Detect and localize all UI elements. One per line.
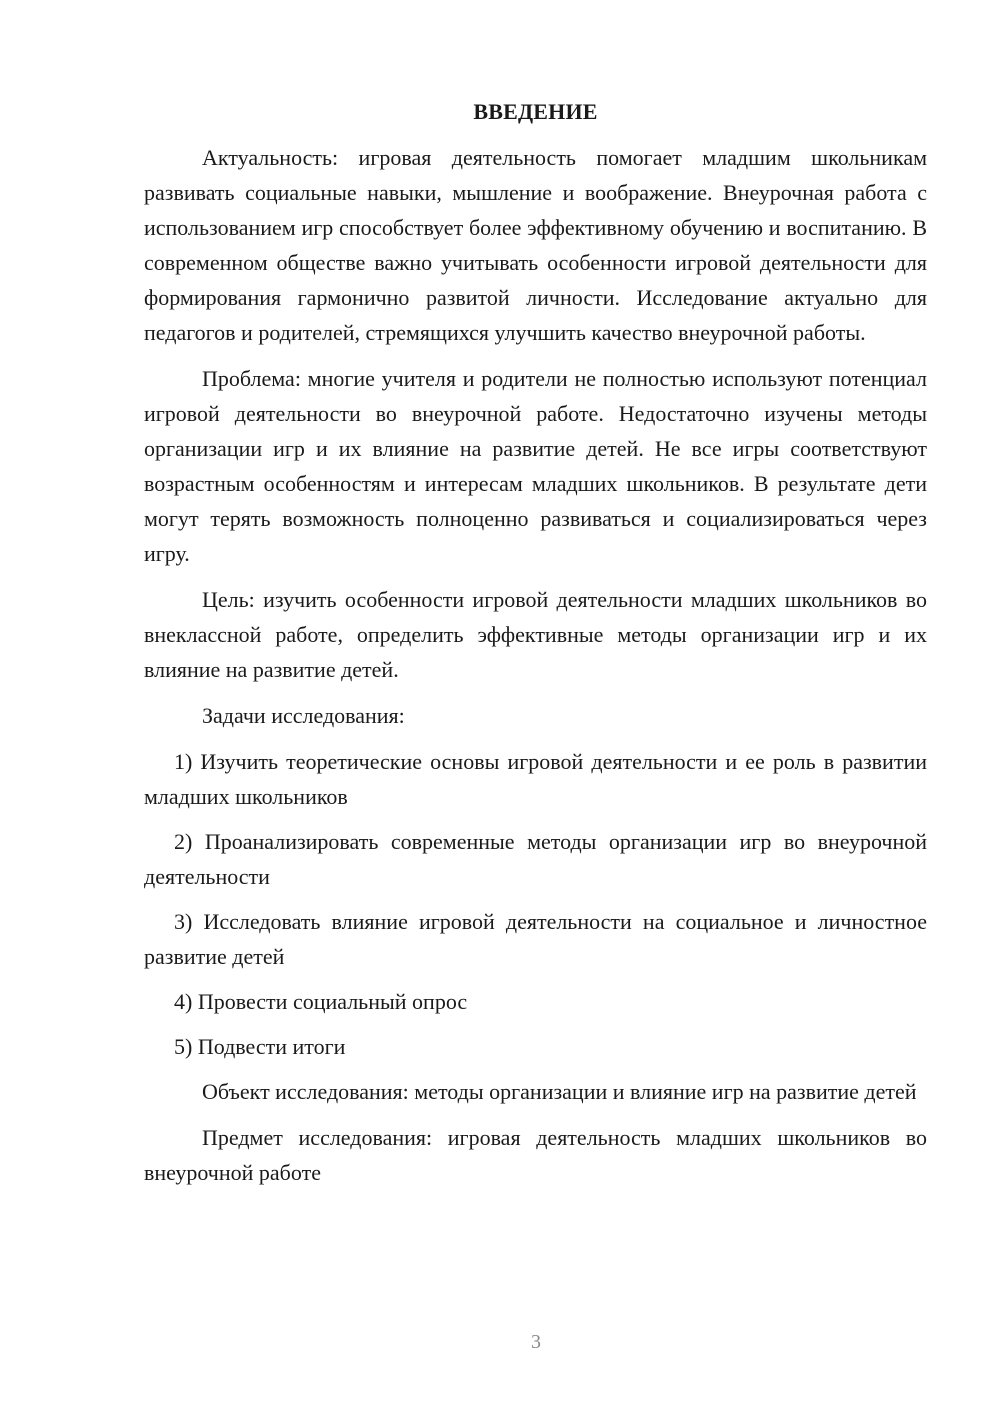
- task-item-4: 4) Провести социальный опрос: [174, 989, 468, 1014]
- page-number: 3: [531, 1331, 541, 1353]
- task-item-1: 1) Изучить теоретические основы игровой деятельности и ее роль в развитии младших школьников: [144, 749, 927, 809]
- task-item-5: 5) Подвести итоги: [174, 1034, 346, 1059]
- section-heading: ВВЕДЕНИЕ: [473, 99, 598, 124]
- paragraph-goal: Цель: изучить особенности игровой деятельности младших школьников во внеклассной работе, определить эффективные методы организации игр и их влияние на развитие детей.: [144, 587, 927, 682]
- page-content: [144, 94, 927, 1201]
- tasks-title: Задачи исследования:: [202, 703, 405, 728]
- task-item-3: 3) Исследовать влияние игровой деятельности на социальное и личностное развитие детей: [144, 909, 927, 969]
- paragraph-subject: Предмет исследования: игровая деятельность младших школьников во внеурочной работе: [144, 1125, 927, 1185]
- paragraph-relevance: Актуальность: игровая деятельность помогает младшим школьникам развивать социальные навыки, мышление и воображение. Внеурочная работа с использованием игр способствует более эффективному обучению и воспитанию. В современном обществе важно учитывать особенности игровой деятельности для формирования гармонично развитой личности. Исследование актуально для педагогов и родителей, стремящихся улучшить качество внеурочной работы.: [144, 145, 927, 345]
- task-item-2: 2) Проанализировать современные методы организации игр во внеурочной деятельности: [144, 829, 927, 889]
- paragraph-problem: Проблема: многие учителя и родители не полностью используют потенциал игровой деятельности во внеурочной работе. Недостаточно изучены методы организации игр и их влияние на развитие детей. Не все игры соответствуют возрастным особенностям и интересам младших школьников. В результате дети могут терять возможность полноценно развиваться и социализироваться через игру.: [144, 366, 927, 566]
- paragraph-object: Объект исследования: методы организации и влияние игр на развитие детей: [202, 1079, 917, 1104]
